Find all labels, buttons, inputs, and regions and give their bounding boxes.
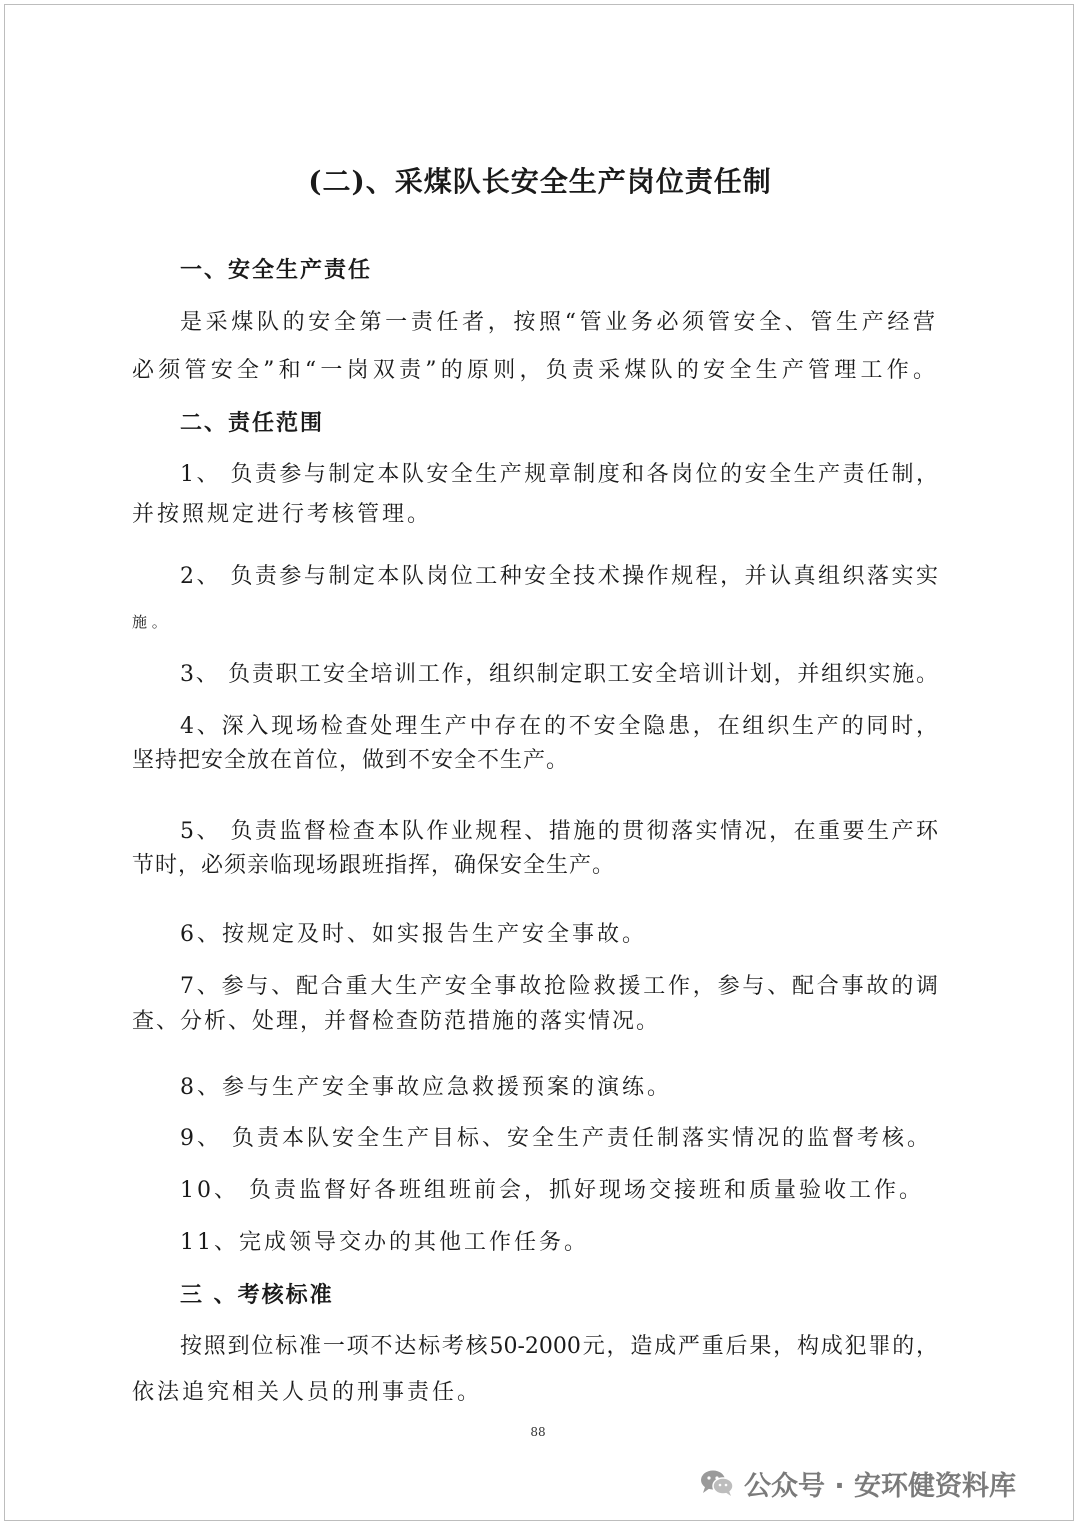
page-title: (二)、采煤队长安全生产岗位责任制 [308, 165, 772, 198]
list-item-7-line1: 7、参与、配合重大生产安全事故抢险救援工作，参与、配合事故的调 [180, 974, 938, 999]
list-item-9: 9、 负责本队安全生产目标、安全生产责任制落实情况的监督考核。 [180, 1126, 932, 1151]
list-item-11: 11、完成领导交办的其他工作任务。 [180, 1230, 589, 1255]
section-3-text-line1: 按照到位标准一项不达标考核50-2000元，造成严重后果，构成犯罪的， [180, 1334, 938, 1359]
list-item-8: 8、参与生产安全事故应急救援预案的演练。 [180, 1075, 672, 1100]
wechat-icon [700, 1469, 734, 1497]
list-item-10: 10、 负责监督好各班组班前会，抓好现场交接班和质量验收工作。 [180, 1178, 924, 1203]
section-3-text-line2: 依法追究相关人员的刑事责任。 [132, 1380, 483, 1405]
list-item-2-line1: 2、 负责参与制定本队岗位工种安全技术操作规程，并认真组织落实实 [180, 564, 938, 589]
watermark [700, 1463, 1016, 1503]
section-2-heading: 二、责任范围 [180, 410, 325, 436]
list-item-4-line2: 坚持把安全放在首位，做到不安全不生产。 [132, 748, 570, 773]
section-1-heading: 一、安全生产责任 [180, 257, 373, 283]
section-3-heading: 三 、考核标准 [180, 1282, 334, 1308]
page-number: 88 [530, 1425, 546, 1439]
list-item-1-line1: 1、 负责参与制定本队安全生产规章制度和各岗位的安全生产责任制， [180, 462, 938, 487]
list-item-1-line2: 并按照规定进行考核管理。 [132, 502, 433, 527]
list-item-3: 3、 负责职工安全培训工作，组织制定职工安全培训计划，并组织实施。 [180, 662, 938, 687]
list-item-2-line2: 施 。 [132, 613, 167, 631]
section-1-text-line1: 是采煤队的安全第一责任者，按照“管业务必须管安全、管生产经营 [180, 310, 938, 335]
watermark-text: 公众号 · 安环健资料库 [744, 1470, 1017, 1502]
list-item-5-line2: 节时，必须亲临现场跟班指挥，确保安全生产。 [132, 853, 616, 878]
list-item-4-line1: 4、深入现场检查处理生产中存在的不安全隐患，在组织生产的同时， [180, 714, 938, 739]
list-item-7-line2: 查、分析、处理，并督检查防范措施的落实情况。 [132, 1009, 661, 1034]
list-item-5-line1: 5、 负责监督检查本队作业规程、措施的贯彻落实情况，在重要生产环 [180, 819, 938, 844]
list-item-6: 6、按规定及时、如实报告生产安全事故。 [180, 922, 647, 947]
section-1-text-line2: 必须管安全”和“一岗双责”的原则，负责采煤队的安全生产管理工作。 [132, 358, 938, 383]
